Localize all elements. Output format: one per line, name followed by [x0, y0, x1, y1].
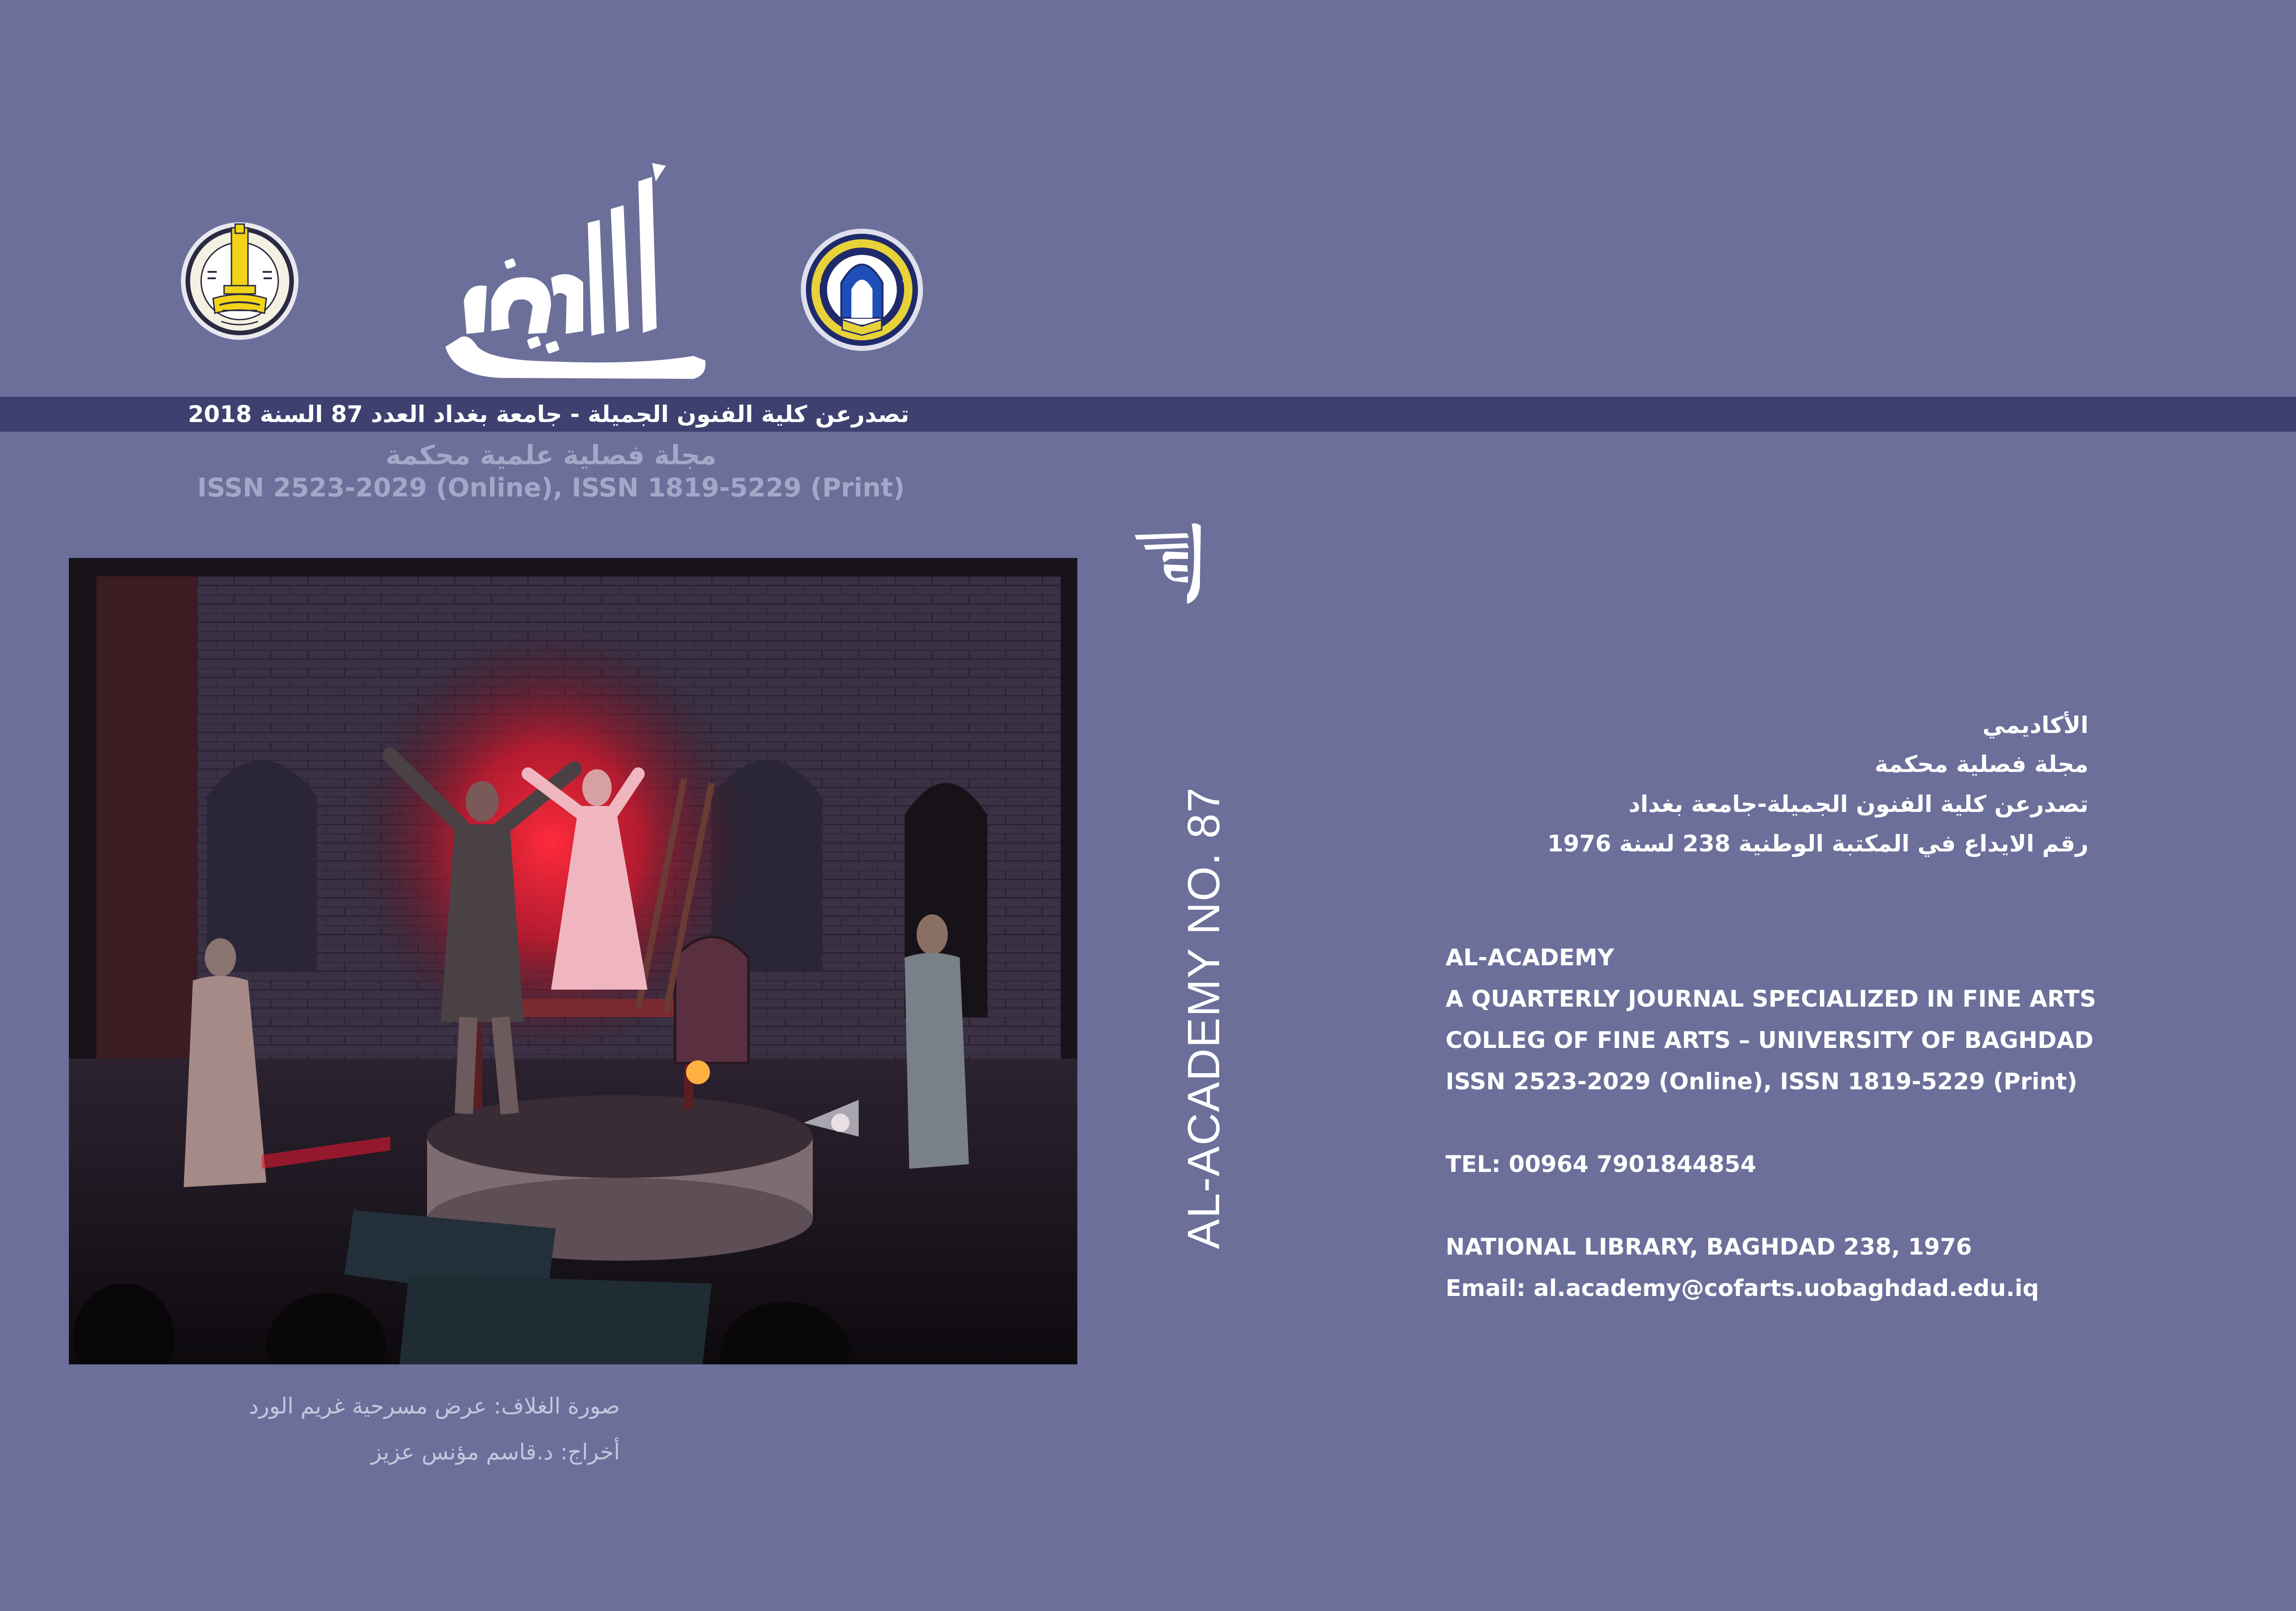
cover-director: أخراج: د.قاسم مؤنس عزيز [371, 1439, 620, 1465]
journal-subtitle: مجلة فصلية علمية محكمة [385, 439, 717, 471]
back-ar-subtitle: مجلة فصلية محكمة [1874, 751, 2088, 777]
cover-photo [69, 558, 1077, 1364]
spine-title: AL-ACADEMY NO. 87 [1178, 786, 1229, 1249]
back-ar-title: الأكاديمي [1982, 712, 2088, 738]
back-en-issn: ISSN 2523-2029 (Online), ISSN 1819-5229 (Print) [1446, 1068, 2077, 1095]
al-academy-calligraphy-logo [436, 163, 712, 393]
issn-front: ISSN 2523-2029 (Online), ISSN 1819-5229 (Print) [197, 473, 905, 503]
cover-caption: صورة الغلاف: عرض مسرحية غريم الورد [248, 1393, 620, 1419]
back-ar-deposit: رقم الايداع في المكتبة الوطنية 238 لسنة 1976 [1547, 830, 2088, 857]
back-ar-publisher: تصدرعن كلية الفنون الجميلة-جامعة بغداد [1628, 791, 2088, 817]
back-en-subtitle: A QUARTERLY JOURNAL SPECIALIZED IN FINE ARTS [1446, 986, 2096, 1012]
university-of-baghdad-seal-icon [800, 228, 924, 352]
back-en-title: AL-ACADEMY [1446, 944, 1615, 971]
back-en-email: Email: al.academy@cofarts.uobaghdad.edu.iq [1446, 1275, 2039, 1301]
back-en-publisher: COLLEG OF FINE ARTS – UNIVERSITY OF BAGHDAD [1446, 1027, 2093, 1053]
college-of-fine-arts-seal-icon [180, 221, 299, 341]
masthead-text: تصدرعن كلية الفنون الجميلة - جامعة بغداد العدد 87 السنة 2018 [188, 401, 909, 428]
spine-logo-icon [1120, 519, 1208, 611]
back-en-library: NATIONAL LIBRARY, BAGHDAD 238, 1976 [1446, 1234, 1972, 1260]
back-en-tel: TEL: 00964 7901844854 [1446, 1151, 1756, 1177]
